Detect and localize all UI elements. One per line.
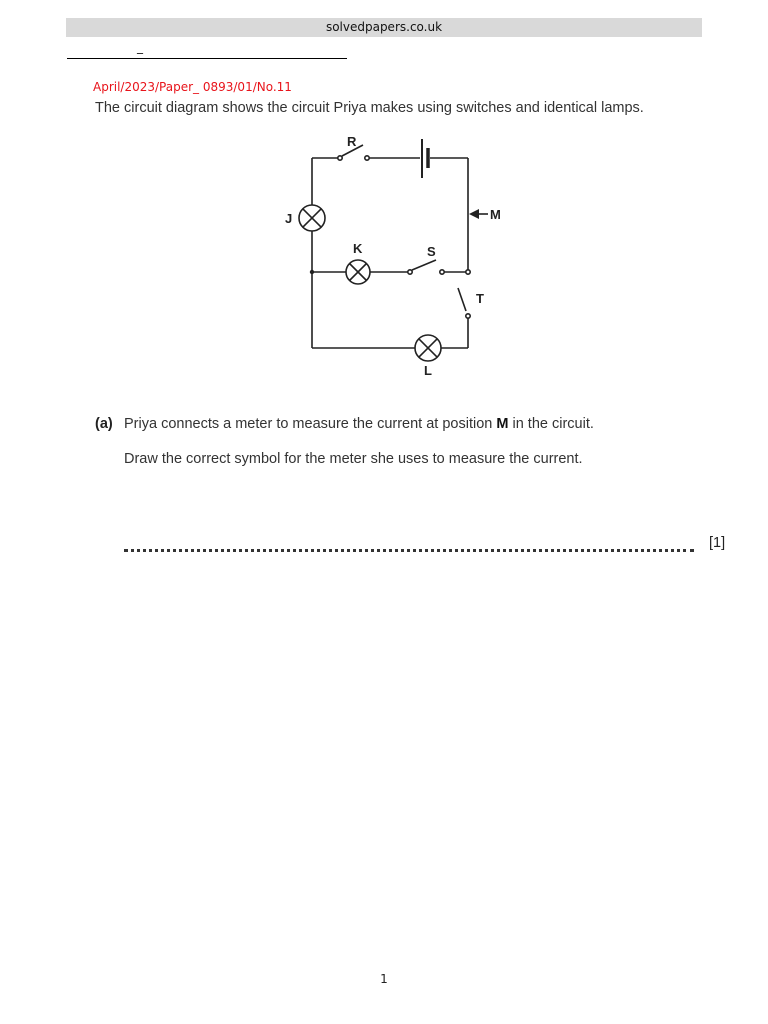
marks-label: [1] [709,535,726,551]
answer-line[interactable] [124,549,694,552]
switch-t-contact-bottom [466,314,470,318]
site-banner: solvedpapers.co.uk [66,18,702,37]
label-k: K [353,241,363,256]
junction-dot [310,270,314,274]
page-number: 1 [380,972,388,986]
paper-reference: April/2023/Paper_ 0893/01/No.11 [93,80,292,94]
switch-t-blade [458,288,466,311]
switch-s-blade [412,260,436,270]
switch-s-contact-left [408,270,412,274]
circuit-diagram [280,128,530,388]
part-a-instruction: Draw the correct symbol for the meter she uses to measure the current. [124,451,583,467]
part-a-text: Priya connects a meter to measure the current at position M in the circuit. [124,416,594,432]
label-m: M [490,207,501,222]
switch-r-contact-right [365,156,369,160]
arrow-m-head [469,209,479,219]
label-s: S [427,244,436,259]
switch-t-contact-top [466,270,470,274]
header-rule [67,58,347,59]
label-l: L [424,363,432,378]
label-j: J [285,211,293,226]
question-intro: The circuit diagram shows the circuit Priya makes using switches and identical lamps. [95,100,644,116]
part-label: (a) [95,416,113,432]
label-t: T [476,291,484,306]
label-r: R [347,134,357,149]
switch-r-contact-left [338,156,342,160]
header-dash: _ [137,40,143,54]
switch-s-contact-right [440,270,444,274]
